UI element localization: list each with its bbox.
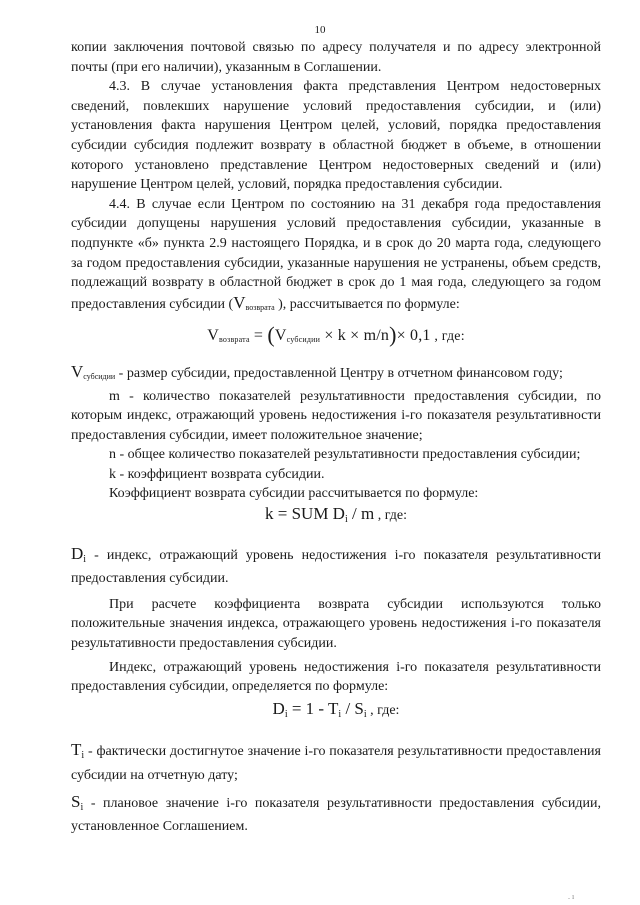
definition-n: n - общее количество показателей результативности предоставления субсидии; [109,447,581,463]
formula-v-return: $V_{возврата} = (V_{субсидии} \times k \times m/n)\times 0,1$ , где: [207,322,465,348]
definition-m: m - количество показателей результативности предоставления субсидии, по которым индекс, отражающий уровень недостижения i-го показателя результативности предоставления субсидии, имеет положительное значение; [71,388,601,443]
paragraph-4-3: 4.3. В случае установления факта представления Центром недостоверных сведений, повлекших нарушение условий предоставления субсидии, и (или) установления факта нарушения Центром целей, условий, порядка предоставления субсидии субсидия подлежит возврату в областной бюджет в объеме, в отношении которого установлено представление Центром недостоверных сведений и (или) нарушение Центром целей, условий, порядка предоставления субсидии. [71,79,601,193]
paragraph-4-4-text: 4.4. В случае если Центром по состоянию на 31 декабря года предоставления субсидии допущены нарушения условий предоставления субсидии, указанные в подпункте «б» пункта 2.9 настоящего Порядка, и в срок до 20 марта года, следующего за годом предоставления субсидии, указанные нарушения не устранены, объем средств, подлежащий возврату в областной бюджет в срок до 1 мая года, следующего за годом предоставления субсидии ( [71,196,601,312]
definition-v-subsidy: $V_{субсидии}$ - размер субсидии, предоставленной Центру в отчетном финансовом году; [71,361,563,381]
paragraph-calculation: При расчете коэффициента возврата субсидии используются только положительные значения индекса, отражающего уровень недостижения i-го показателя результативности предоставления субсидии. [71,596,601,652]
formula-k: k = SUM Di / m , где: [265,504,407,526]
paragraph-index: Индекс, отражающий уровень недостижения i-го показателя результативности предоставления субсидии, определяется по формуле: [71,659,601,695]
v-return-symbol: V [233,292,246,312]
scan-corner-mark: . ı [568,892,575,901]
page-number: 10 [314,24,326,36]
paragraph-4-4 [71,195,601,318]
v-return-subscript: возврата [245,302,275,312]
definition-si: $S_i$ - плановое значение i-го показателя результативности предоставления субсидии, установленное Соглашением. [71,791,601,835]
coefficient-intro: Коэффициент возврата субсидии рассчитывается по формуле: [109,486,479,502]
definition-k: k - коэффициент возврата субсидии. [109,466,325,482]
document-body [71,38,601,837]
formula-di: Di = 1 - Ti / Si , где: [272,698,400,720]
definition-di: $D_i$ - индекс, отражающий уровень недостижения i-го показателя результативности предоставления субсидии. [71,543,601,587]
paragraph-4-4-tail: ), рассчитывается по формуле: [274,296,460,312]
definition-ti: $T_i$ - фактически достигнутое значение i-го показателя результативности предоставления субсидии на отчетную дату; [71,740,601,783]
paragraph-continuation: копии заключения почтовой связью по адресу получателя и по адресу электронной почты (при его наличии), указанным в Соглашении. [71,40,601,75]
